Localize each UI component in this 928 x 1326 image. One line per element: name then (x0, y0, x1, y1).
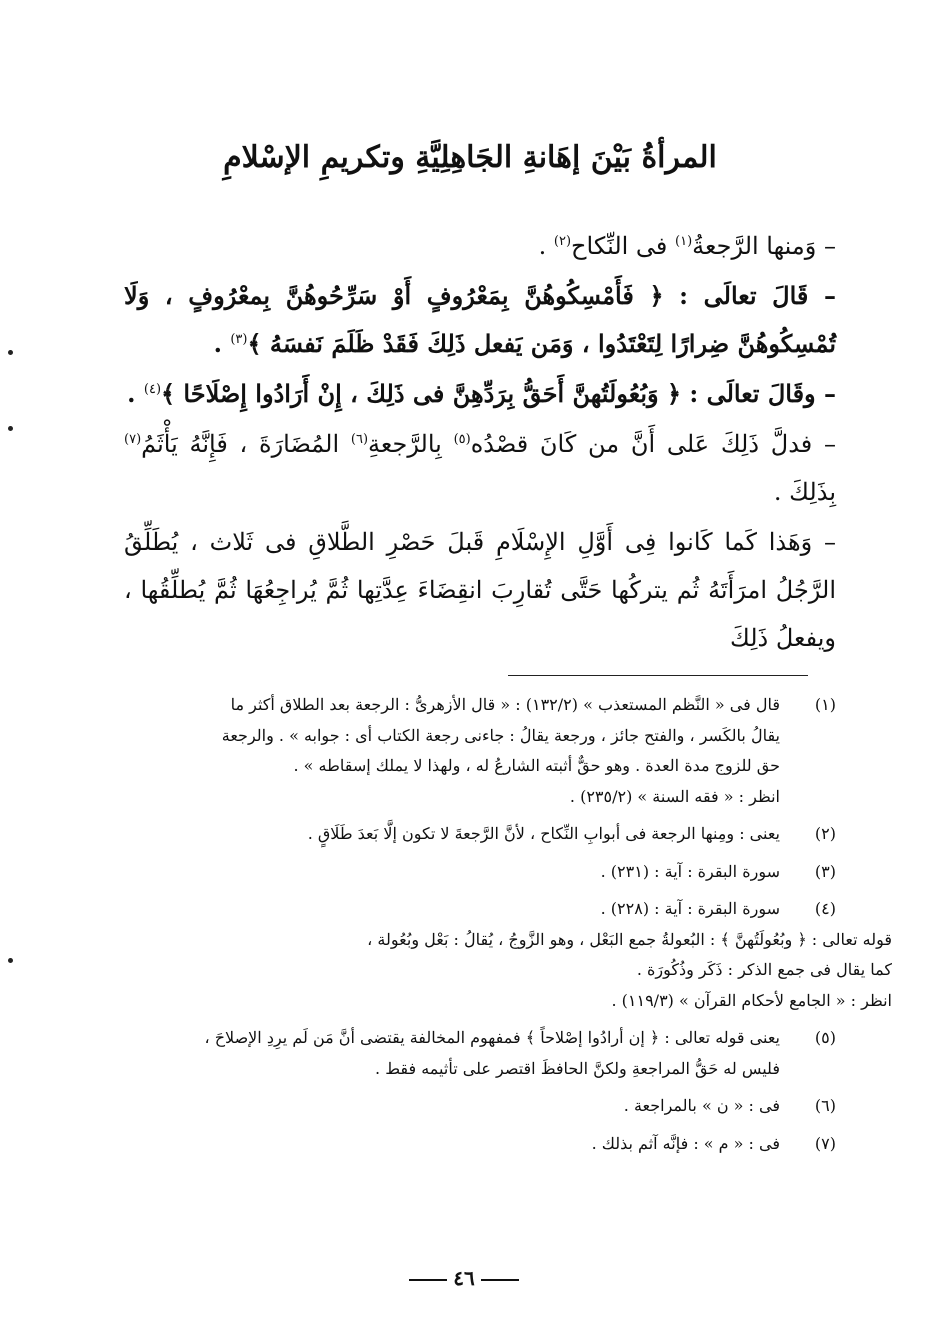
footnote-1 (124, 690, 836, 812)
footnote-ref-1[interactable]: (١) (675, 234, 693, 249)
footnote-line: انظر : « فقه السنة » (٢٣٥/٢) . (569, 786, 780, 806)
footnote-line: قال فى « النَّظم المستعذب » (١٣٢/٢) : « قال الأزهرىُّ : الرجعة بعد الطلاق أكثر ما (230, 695, 780, 714)
footnote-ref-7[interactable]: (٧) (124, 432, 142, 447)
footnote-ref-6[interactable]: (٦) (350, 432, 369, 447)
paragraph-1 (124, 222, 836, 270)
footnote-4-continued (124, 925, 892, 1017)
footnote-line: يقالُ بالكَسر ، والفتح جائز ، ورجعة يقالُ : جاءنى رجعة الكتاب أى : جوابه » . والرجعة (221, 725, 780, 745)
footnote-line: سورة البقرة : آية : (٢٢٨) . (600, 899, 780, 918)
page-number (364, 1266, 564, 1290)
page-number-text: ٤٦ (453, 1266, 475, 1290)
paragraph-1-end: . (538, 232, 554, 260)
paragraph-2 (124, 272, 836, 368)
footnote-5 (124, 1023, 836, 1084)
footnote-3 (124, 857, 836, 888)
footnote-4 (124, 894, 836, 925)
footnote-line: فى : « م » : فإنَّه آثم بذلك . (591, 1133, 780, 1153)
quran-quote-1: – قَالَ تعالَى : ﴿ فَأَمْسِكُوهُنَّ بِمَعْرُوفٍ أَوْ سَرِّحُوهُنَّ بِمعْرُوفٍ ، وَلَا تُمْسِكُوهُنَّ ضِرارًا لِتَعْتَدُوا ، وَمَن يَفعل ذَلِكَ فَقَدْ ظَلَمَ نَفسَهُ ﴾ (124, 281, 836, 358)
footnote-ref-2[interactable]: (٢) (553, 234, 572, 249)
paragraph-1-text: – وَمنها الرَّجعةُ (692, 232, 836, 260)
footnote-7 (124, 1129, 836, 1160)
footnote-number: (١) (814, 695, 836, 714)
footnote-number: (٤) (814, 899, 836, 918)
footnotes (124, 690, 892, 1166)
footnote-line: كما يقال فى جمع الذكر : ذَكَر وذُكُورَة . (636, 960, 892, 979)
footnote-ref-3[interactable]: (٣) (230, 332, 248, 347)
folio-dash-right (409, 1279, 447, 1281)
paragraph-5: – وَهَذا كَما كَانوا فِى أَوَّلِ الإِسْلَامِ قَبلَ حَصْرِ الطَّلاقِ فى ثَلاث ، يُطَلِّقُ الرَّجُلُ امرَأَتَهُ ثُم يتركُها حَتَّى تُقارِبَ انقِضَاءَ عِدَّتِها ثُمَّ يُراجِعُهَا ثُمَّ يُطلِّقُها ، ويفعلُ ذَلِكَ (124, 528, 836, 652)
footnote-ref-5[interactable]: (٥) (453, 432, 471, 447)
paragraph-3 (124, 370, 836, 418)
footnote-number: (٣) (814, 861, 836, 881)
main-text (124, 222, 836, 664)
footnote-2 (124, 819, 836, 850)
footnote-number: (٧) (814, 1133, 836, 1153)
footnote-number: (٢) (814, 824, 836, 843)
footnote-line: فليس له حَقُّ المراجعةِ ولكنَّ الحافظَ اقتصر على تأثيمه فقط . (375, 1058, 780, 1078)
scan-speck (8, 958, 13, 963)
scan-speck (8, 350, 13, 355)
footnote-line: سورة البقرة : آية : (٢٣١) . (600, 861, 780, 881)
folio-dash-left (481, 1279, 519, 1281)
footnote-divider (508, 675, 808, 676)
page-title: المرأةُ بَيْنَ إهَانةِ الجَاهِلِيَّةِ وتكريمِ الإسْلامِ (223, 140, 717, 175)
scan-speck (8, 426, 13, 431)
footnote-ref-4[interactable]: (٤) (143, 382, 162, 397)
paragraph-2-end: . (213, 329, 231, 358)
footnote-number: (٦) (814, 1096, 836, 1115)
paragraph-4 (124, 420, 836, 516)
footnote-line: حق للزوج مدة العدة . وهو حقٌّ أثبته الشارعُ له ، ولهذا لا يملك إسقاطه » . (293, 756, 780, 775)
footnote-line: انظر : « الجامع لأحكام القرآن » (١١٩/٣) . (611, 990, 892, 1010)
footnote-line: يعنى قوله تعالى : ﴿ إن أرادُوا إصْلاحاً ﴾ فمفهوم المخالفة يقتضى أنَّ مَن لَم يرِدِ الإصلاحَ ، (204, 1028, 780, 1047)
paragraph-1-mid: فى النِّكاح (571, 232, 676, 260)
paragraph-4-c: المُضَارَةَ ، فَإِنَّهُ يَأْثَمُ (141, 430, 351, 458)
paragraph-4-b: بِالرَّجعةِ (368, 430, 454, 458)
paragraph-4-d: بِذَلِكَ . (773, 478, 836, 506)
footnote-line: فى : « ن » بالمراجعة . (623, 1096, 780, 1115)
paragraph-4-a: – فدلَّ ذَلِكَ عَلى أَنَّ من كَانَ قصْدُه (470, 430, 836, 458)
paragraph-3-end: . (127, 379, 144, 408)
footnote-line: يعنى : ومِنها الرجعة فى أبوابِ النِّكاح ، لأنَّ الرَّجعةَ لا تكون إلَّا بَعدَ طَلَاقٍ . (307, 824, 780, 843)
footnote-line: قوله تعالى : ﴿ وبُعُولَتُهنَّ ﴾ : البُعولةُ جمع البَعْل ، وهو الزَّوجُ ، يُقالُ : بَعْل وبُعُولة ، (367, 929, 892, 949)
footnote-6 (124, 1091, 836, 1122)
quran-quote-2: – وقَالَ تعالَى : ﴿ وَبُعُولَتُهنَّ أَحَقُّ بِرَدِّهِنَّ فى ذَلِكَ ، إِنْ أَرَادُوا إِصْلَاحًا ﴾ (161, 379, 836, 408)
footnote-number: (٥) (814, 1028, 836, 1047)
